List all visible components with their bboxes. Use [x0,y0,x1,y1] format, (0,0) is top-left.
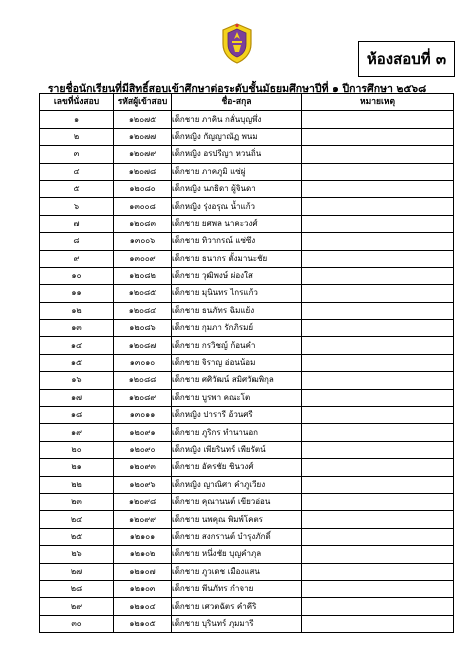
candidate-id-cell: ๑๒๐๙๘ [114,493,172,510]
seat-number-cell: ๑๙ [40,424,114,441]
student-name-cell: เด็กหญิง เพียรินทร์ เพียรัตน์ [172,441,302,458]
candidate-id-cell: ๑๒๑๐๔ [114,598,172,615]
table-row [40,563,454,580]
candidate-id-cell: ๑๒๐๙๙ [114,511,172,528]
page-title: รายชื่อนักเรียนที่มีสิทธิ์สอบเข้าศึกษาต่อระดับชั้นมัธยมศึกษาปีที่ ๑ ปีการศึกษา ๒๕๖๘ [47,83,427,95]
seat-number-cell: ๑๐ [40,267,114,284]
student-name-cell: เด็กชาย มุนินทร ไกรแก้ว [172,285,302,302]
table-row [40,372,454,389]
candidate-id-cell: ๑๒๑๐๑ [114,528,172,545]
remarks-cell [302,354,454,371]
student-name-cell: เด็กชาย สงกรานต์ บำรุงภักดิ์ [172,528,302,545]
candidate-id-cell: ๑๒๐๘๙ [114,389,172,406]
candidate-id-cell: ๑๓๐๐๘ [114,198,172,215]
table-body [40,111,454,633]
table-header-row [40,94,454,111]
student-name-cell: เด็กชาย นพคุณ พิมพ์โคตร [172,511,302,528]
seat-number-cell: ๑๒ [40,302,114,319]
seat-number-cell: ๑๓ [40,320,114,337]
seat-number-cell: ๒๕ [40,528,114,545]
table-row [40,198,454,215]
table-row [40,285,454,302]
seat-number-cell: ๑๘ [40,407,114,424]
table-row [40,407,454,424]
student-name-cell: เด็กชาย ภูริกร ทำนานอก [172,424,302,441]
candidate-id-cell: ๑๒๐๘๔ [114,302,172,319]
candidate-id-cell: ๑๒๐๘๕ [114,285,172,302]
student-name-cell: เด็กชาย กุมภา รักภิรมย์ [172,320,302,337]
student-name-cell: เด็กชาย บุรินทร์ ภุมมารี [172,615,302,632]
seat-number-cell: ๑๕ [40,354,114,371]
seat-number-cell: ๒๑ [40,459,114,476]
column-header-candidate-id: รหัสผู้เข้าสอบ [114,94,172,111]
candidate-id-cell: ๑๓๐๑๑ [114,407,172,424]
column-header-remarks: หมายเหตุ [302,94,454,111]
candidate-id-cell: ๑๒๐๙๑ [114,424,172,441]
seat-number-cell: ๒๔ [40,511,114,528]
candidate-id-cell: ๑๒๐๘๒ [114,267,172,284]
seat-number-cell: ๒๗ [40,563,114,580]
table-row [40,598,454,615]
remarks-cell [302,215,454,232]
remarks-cell [302,372,454,389]
remarks-cell [302,128,454,145]
student-name-cell: เด็กชาย ทิวากรณ์ แซ่ซึง [172,233,302,250]
candidate-id-cell: ๑๒๐๘๖ [114,320,172,337]
table-row [40,302,454,319]
seat-number-cell: ๑๑ [40,285,114,302]
remarks-cell [302,285,454,302]
column-header-name: ชื่อ-สกุล [172,94,302,111]
remarks-cell [302,546,454,563]
student-name-cell: เด็กหญิง อรปรีญา หวนถิ่น [172,146,302,163]
candidate-id-cell: ๑๓๐๐๖ [114,233,172,250]
student-name-cell: เด็กชาย อัครชัย ชินวงศ์ [172,459,302,476]
remarks-cell [302,407,454,424]
table-row [40,580,454,597]
seat-number-cell: ๒๖ [40,546,114,563]
table-row [40,250,454,267]
table-row [40,215,454,232]
table-row [40,459,454,476]
remarks-cell [302,267,454,284]
remarks-cell [302,146,454,163]
column-header-seat-number: เลขที่นั่งสอบ [40,94,114,111]
seat-number-cell: ๙ [40,250,114,267]
student-name-cell: เด็กชาย พีนภัทร กำจาย [172,580,302,597]
student-name-cell: เด็กชาย จิราญ อ่อนน้อม [172,354,302,371]
remarks-cell [302,233,454,250]
exam-room-label: ห้องสอบที่ ๓ [358,41,455,77]
table-row [40,493,454,510]
remarks-cell [302,441,454,458]
table-row [40,546,454,563]
student-name-cell: เด็กชาย กรวิชญ์ ก้อนคำ [172,337,302,354]
table-row [40,615,454,632]
student-name-cell: เด็กหญิง รุ่งอรุณ น้ำแก้ว [172,198,302,215]
table-row [40,511,454,528]
candidate-id-cell: ๑๓๐๑๐ [114,354,172,371]
table-row [40,320,454,337]
candidate-id-cell: ๑๒๐๙๐ [114,441,172,458]
table-row [40,476,454,493]
school-crest-icon [220,22,254,64]
seat-number-cell: ๒๐ [40,441,114,458]
remarks-cell [302,111,454,128]
seat-number-cell: ๒๙ [40,598,114,615]
remarks-cell [302,615,454,632]
table-row [40,180,454,197]
candidate-id-cell: ๑๓๐๐๙ [114,250,172,267]
seat-number-cell: ๒๓ [40,493,114,510]
table-row [40,354,454,371]
candidate-id-cell: ๑๒๐๗๗ [114,128,172,145]
candidate-id-cell: ๑๒๐๘๐ [114,180,172,197]
seat-number-cell: ๑๔ [40,337,114,354]
seat-number-cell: ๕ [40,180,114,197]
seat-number-cell: ๒ [40,128,114,145]
candidate-id-cell: ๑๒๑๐๓ [114,580,172,597]
table-row [40,163,454,180]
remarks-cell [302,459,454,476]
table-row [40,389,454,406]
remarks-cell [302,320,454,337]
remarks-cell [302,180,454,197]
seat-number-cell: ๒๘ [40,580,114,597]
remarks-cell [302,511,454,528]
remarks-cell [302,302,454,319]
remarks-cell [302,563,454,580]
candidate-id-cell: ๑๒๑๐๒ [114,546,172,563]
candidate-id-cell: ๑๒๐๗๕ [114,111,172,128]
student-name-cell: เด็กชาย ยศพล นาคะวงศ์ [172,215,302,232]
student-name-cell: เด็กชาย เศวตฉัตร คำคีริ [172,598,302,615]
student-name-cell: เด็กชาย คุณานนต์ เขียวอ่อน [172,493,302,510]
student-name-cell: เด็กชาย ธนภัทร ฉิมแย้ง [172,302,302,319]
table-row [40,146,454,163]
seat-number-cell: ๒๒ [40,476,114,493]
remarks-cell [302,493,454,510]
remarks-cell [302,476,454,493]
candidate-id-cell: ๑๒๐๙๖ [114,476,172,493]
table-row [40,441,454,458]
table-row [40,337,454,354]
candidate-id-cell: ๑๒๐๘๘ [114,372,172,389]
seat-number-cell: ๑๗ [40,389,114,406]
student-name-cell: เด็กชาย ภาคภูมิ แซ่ผู่ [172,163,302,180]
seat-number-cell: ๓๐ [40,615,114,632]
student-name-cell: เด็กชาย ธนากร ตั้งมานะชัย [172,250,302,267]
seat-number-cell: ๗ [40,215,114,232]
table-row [40,528,454,545]
student-name-cell: เด็กชาย บูรพา คณะโต [172,389,302,406]
candidate-id-cell: ๑๒๐๘๗ [114,337,172,354]
student-name-cell: เด็กชาย ศศิวัฒน์ สมิศวัฒพิกุล [172,372,302,389]
seat-number-cell: ๔ [40,163,114,180]
student-name-cell: เด็กชาย ภาคิน กลั่นบุญพึ่ง [172,111,302,128]
remarks-cell [302,250,454,267]
remarks-cell [302,337,454,354]
remarks-cell [302,528,454,545]
table-row [40,424,454,441]
candidate-id-cell: ๑๒๐๙๓ [114,459,172,476]
remarks-cell [302,598,454,615]
table-row [40,111,454,128]
remarks-cell [302,198,454,215]
student-name-cell: เด็กหญิง กัญญาณัฏ พนม [172,128,302,145]
table-row [40,233,454,250]
table-row [40,267,454,284]
candidate-table [39,93,454,633]
seat-number-cell: ๑ [40,111,114,128]
candidate-id-cell: ๑๒๐๘๓ [114,215,172,232]
student-name-cell: เด็กหญิง ญาณิศา คำภูเวียง [172,476,302,493]
candidate-id-cell: ๑๒๑๐๗ [114,563,172,580]
remarks-cell [302,163,454,180]
seat-number-cell: ๑๖ [40,372,114,389]
candidate-id-cell: ๑๒๐๗๘ [114,163,172,180]
seat-number-cell: ๘ [40,233,114,250]
student-name-cell: เด็กชาย หนึ่งชัย บุญคำภุล [172,546,302,563]
student-name-cell: เด็กหญิง นภธิดา ผู้จินดา [172,180,302,197]
remarks-cell [302,389,454,406]
candidate-id-cell: ๑๒๑๐๕ [114,615,172,632]
student-name-cell: เด็กชาย วุฒิพงษ์ ผ่องใส [172,267,302,284]
remarks-cell [302,424,454,441]
remarks-cell [302,580,454,597]
student-name-cell: เด็กหญิง ปารารี อ้วนศรี [172,407,302,424]
student-name-cell: เด็กชาย ภูวเดช เมืองแสน [172,563,302,580]
seat-number-cell: ๖ [40,198,114,215]
seat-number-cell: ๓ [40,146,114,163]
table-row [40,128,454,145]
candidate-id-cell: ๑๒๐๗๙ [114,146,172,163]
